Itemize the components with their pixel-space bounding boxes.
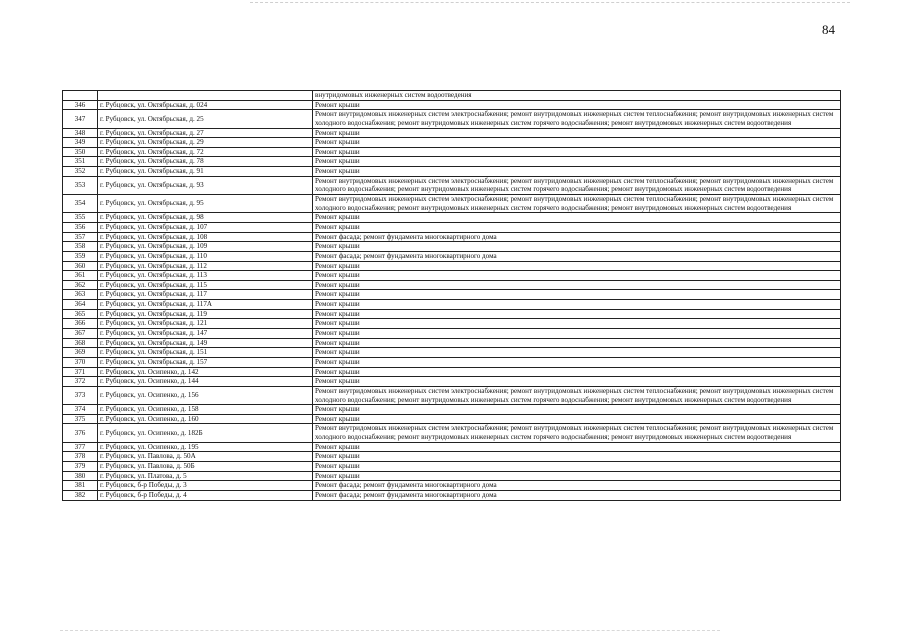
address-cell: г. Рубцовск, ул. Октябрьская, д. 149 bbox=[98, 338, 313, 348]
page-number: 84 bbox=[822, 22, 835, 37]
works-cell: Ремонт крыши bbox=[313, 461, 841, 471]
works-cell: Ремонт внутридомовых инженерных систем электроснабжения; ремонт внутридомовых инженерных систем теплоснабжения; ремонт внутридомовых инженерных систем холодного водоснабжения; ремонт внутридомовых инженерных систем горячего водоснабжения; ремонт внутридомовых инженерных систем водоотведения bbox=[313, 110, 841, 128]
table-row bbox=[63, 147, 841, 157]
works-cell: Ремонт крыши bbox=[313, 329, 841, 339]
works-cell: Ремонт крыши bbox=[313, 338, 841, 348]
address-cell: г. Рубцовск, ул. Октябрьская, д. 95 bbox=[98, 195, 313, 213]
table-row bbox=[63, 405, 841, 415]
row-number-cell: 347 bbox=[63, 110, 98, 128]
address-cell: г. Рубцовск, ул. Октябрьская, д. 151 bbox=[98, 348, 313, 358]
address-cell: г. Рубцовск, ул. Платова, д. 5 bbox=[98, 471, 313, 481]
row-number-cell: 354 bbox=[63, 195, 98, 213]
address-cell: г. Рубцовск, б-р Победы, д. 4 bbox=[98, 490, 313, 500]
table-row bbox=[63, 195, 841, 213]
row-number-cell: 363 bbox=[63, 290, 98, 300]
address-cell: г. Рубцовск, ул. Октябрьская, д. 98 bbox=[98, 213, 313, 223]
row-number-cell: 379 bbox=[63, 461, 98, 471]
works-cell: Ремонт крыши bbox=[313, 414, 841, 424]
table-row bbox=[63, 290, 841, 300]
row-number-cell: 348 bbox=[63, 128, 98, 138]
row-number-cell: 346 bbox=[63, 100, 98, 110]
row-number-cell: 380 bbox=[63, 471, 98, 481]
table-row bbox=[63, 157, 841, 167]
address-cell: г. Рубцовск, ул. Октябрьская, д. 72 bbox=[98, 147, 313, 157]
row-number-cell bbox=[63, 91, 98, 101]
works-cell: Ремонт фасада; ремонт фундамента многоквартирного дома bbox=[313, 481, 841, 491]
scan-edge-bottom bbox=[60, 630, 720, 631]
address-cell: г. Рубцовск, ул. Октябрьская, д. 110 bbox=[98, 251, 313, 261]
row-number-cell: 373 bbox=[63, 386, 98, 404]
table-row bbox=[63, 110, 841, 128]
table-row bbox=[63, 414, 841, 424]
address-cell: г. Рубцовск, ул. Павлова, д. 50Б bbox=[98, 461, 313, 471]
table-row bbox=[63, 271, 841, 281]
table-row bbox=[63, 442, 841, 452]
works-cell: Ремонт крыши bbox=[313, 128, 841, 138]
works-cell: Ремонт крыши bbox=[313, 290, 841, 300]
works-cell: Ремонт крыши bbox=[313, 242, 841, 252]
row-number-cell: 377 bbox=[63, 442, 98, 452]
row-number-cell: 372 bbox=[63, 377, 98, 387]
works-cell: Ремонт крыши bbox=[313, 100, 841, 110]
works-cell: Ремонт крыши bbox=[313, 377, 841, 387]
works-cell: Ремонт крыши bbox=[313, 280, 841, 290]
works-cell: внутридомовых инженерных систем водоотведения bbox=[313, 91, 841, 101]
row-number-cell: 382 bbox=[63, 490, 98, 500]
table-row bbox=[63, 232, 841, 242]
works-cell: Ремонт фасада; ремонт фундамента многоквартирного дома bbox=[313, 232, 841, 242]
address-cell: г. Рубцовск, ул. Октябрьская, д. 93 bbox=[98, 176, 313, 194]
address-cell: г. Рубцовск, ул. Октябрьская, д. 29 bbox=[98, 138, 313, 148]
works-cell: Ремонт внутридомовых инженерных систем электроснабжения; ремонт внутридомовых инженерных систем теплоснабжения; ремонт внутридомовых инженерных систем холодного водоснабжения; ремонт внутридомовых инженерных систем горячего водоснабжения; ремонт внутридомовых инженерных систем водоотведения bbox=[313, 424, 841, 442]
table-row bbox=[63, 300, 841, 310]
table-row bbox=[63, 319, 841, 329]
table-row bbox=[63, 100, 841, 110]
works-cell: Ремонт фасада; ремонт фундамента многоквартирного дома bbox=[313, 251, 841, 261]
repair-register-table bbox=[62, 90, 841, 501]
row-number-cell: 367 bbox=[63, 329, 98, 339]
table-row bbox=[63, 128, 841, 138]
scan-edge-top bbox=[250, 2, 850, 3]
row-number-cell: 381 bbox=[63, 481, 98, 491]
row-number-cell: 360 bbox=[63, 261, 98, 271]
works-cell: Ремонт внутридомовых инженерных систем электроснабжения; ремонт внутридомовых инженерных систем теплоснабжения; ремонт внутридомовых инженерных систем холодного водоснабжения; ремонт внутридомовых инженерных систем горячего водоснабжения; ремонт внутридомовых инженерных систем водоотведения bbox=[313, 176, 841, 194]
table-row bbox=[63, 386, 841, 404]
table-row bbox=[63, 490, 841, 500]
row-number-cell: 358 bbox=[63, 242, 98, 252]
table-row bbox=[63, 309, 841, 319]
works-cell: Ремонт крыши bbox=[313, 271, 841, 281]
works-cell: Ремонт крыши bbox=[313, 452, 841, 462]
address-cell: г. Рубцовск, ул. Октябрьская, д. 117А bbox=[98, 300, 313, 310]
works-cell: Ремонт крыши bbox=[313, 222, 841, 232]
works-cell: Ремонт крыши bbox=[313, 147, 841, 157]
row-number-cell: 376 bbox=[63, 424, 98, 442]
works-cell: Ремонт внутридомовых инженерных систем электроснабжения; ремонт внутридомовых инженерных систем теплоснабжения; ремонт внутридомовых инженерных систем холодного водоснабжения; ремонт внутридомовых инженерных систем горячего водоснабжения; ремонт внутридомовых инженерных систем водоотведения bbox=[313, 386, 841, 404]
row-number-cell: 362 bbox=[63, 280, 98, 290]
address-cell: г. Рубцовск, ул. Осипенко, д. 160 bbox=[98, 414, 313, 424]
address-cell: г. Рубцовск, ул. Октябрьская, д. 108 bbox=[98, 232, 313, 242]
row-number-cell: 369 bbox=[63, 348, 98, 358]
row-number-cell: 351 bbox=[63, 157, 98, 167]
address-cell: г. Рубцовск, ул. Осипенко, д. 156 bbox=[98, 386, 313, 404]
row-number-cell: 370 bbox=[63, 357, 98, 367]
works-cell: Ремонт крыши bbox=[313, 300, 841, 310]
address-cell: г. Рубцовск, ул. Павлова, д. 50А bbox=[98, 452, 313, 462]
row-number-cell: 349 bbox=[63, 138, 98, 148]
table-row bbox=[63, 242, 841, 252]
address-cell: г. Рубцовск, ул. Октябрьская, д. 113 bbox=[98, 271, 313, 281]
address-cell: г. Рубцовск, ул. Октябрьская, д. 109 bbox=[98, 242, 313, 252]
row-number-cell: 364 bbox=[63, 300, 98, 310]
table-row bbox=[63, 280, 841, 290]
works-cell: Ремонт крыши bbox=[313, 405, 841, 415]
row-number-cell: 365 bbox=[63, 309, 98, 319]
row-number-cell: 353 bbox=[63, 176, 98, 194]
address-cell: г. Рубцовск, ул. Октябрьская, д. 25 bbox=[98, 110, 313, 128]
works-cell: Ремонт крыши bbox=[313, 442, 841, 452]
address-cell: г. Рубцовск, ул. Октябрьская, д. 78 bbox=[98, 157, 313, 167]
table-row bbox=[63, 481, 841, 491]
row-number-cell: 350 bbox=[63, 147, 98, 157]
row-number-cell: 378 bbox=[63, 452, 98, 462]
row-number-cell: 352 bbox=[63, 167, 98, 177]
address-cell: г. Рубцовск, ул. Октябрьская, д. 147 bbox=[98, 329, 313, 339]
address-cell: г. Рубцовск, ул. Октябрьская, д. 119 bbox=[98, 309, 313, 319]
address-cell: г. Рубцовск, ул. Октябрьская, д. 112 bbox=[98, 261, 313, 271]
address-cell: г. Рубцовск, ул. Октябрьская, д. 115 bbox=[98, 280, 313, 290]
address-cell: г. Рубцовск, б-р Победы, д. 3 bbox=[98, 481, 313, 491]
row-number-cell: 355 bbox=[63, 213, 98, 223]
table-row-continuation bbox=[63, 91, 841, 101]
works-cell: Ремонт крыши bbox=[313, 213, 841, 223]
row-number-cell: 368 bbox=[63, 338, 98, 348]
table-row bbox=[63, 329, 841, 339]
works-cell: Ремонт крыши bbox=[313, 309, 841, 319]
row-number-cell: 361 bbox=[63, 271, 98, 281]
works-cell: Ремонт крыши bbox=[313, 348, 841, 358]
works-cell: Ремонт крыши bbox=[313, 357, 841, 367]
table-row bbox=[63, 471, 841, 481]
address-cell bbox=[98, 91, 313, 101]
row-number-cell: 359 bbox=[63, 251, 98, 261]
table-row bbox=[63, 461, 841, 471]
row-number-cell: 366 bbox=[63, 319, 98, 329]
address-cell: г. Рубцовск, ул. Осипенко, д. 142 bbox=[98, 367, 313, 377]
address-cell: г. Рубцовск, ул. Октябрьская, д. 107 bbox=[98, 222, 313, 232]
works-cell: Ремонт крыши bbox=[313, 157, 841, 167]
address-cell: г. Рубцовск, ул. Октябрьская, д. 024 bbox=[98, 100, 313, 110]
table-row bbox=[63, 348, 841, 358]
table-row bbox=[63, 424, 841, 442]
works-cell: Ремонт крыши bbox=[313, 319, 841, 329]
table-body bbox=[63, 91, 841, 501]
table-row bbox=[63, 167, 841, 177]
table-row bbox=[63, 261, 841, 271]
address-cell: г. Рубцовск, ул. Октябрьская, д. 121 bbox=[98, 319, 313, 329]
table-row bbox=[63, 251, 841, 261]
row-number-cell: 356 bbox=[63, 222, 98, 232]
row-number-cell: 375 bbox=[63, 414, 98, 424]
works-cell: Ремонт фасада; ремонт фундамента многоквартирного дома bbox=[313, 490, 841, 500]
address-cell: г. Рубцовск, ул. Октябрьская, д. 27 bbox=[98, 128, 313, 138]
address-cell: г. Рубцовск, ул. Осипенко, д. 195 bbox=[98, 442, 313, 452]
table-row bbox=[63, 213, 841, 223]
works-cell: Ремонт внутридомовых инженерных систем электроснабжения; ремонт внутридомовых инженерных систем теплоснабжения; ремонт внутридомовых инженерных систем холодного водоснабжения; ремонт внутридомовых инженерных систем горячего водоснабжения; ремонт внутридомовых инженерных систем водоотведения bbox=[313, 195, 841, 213]
works-cell: Ремонт крыши bbox=[313, 138, 841, 148]
address-cell: г. Рубцовск, ул. Осипенко, д. 144 bbox=[98, 377, 313, 387]
address-cell: г. Рубцовск, ул. Октябрьская, д. 117 bbox=[98, 290, 313, 300]
works-cell: Ремонт крыши bbox=[313, 367, 841, 377]
works-cell: Ремонт крыши bbox=[313, 167, 841, 177]
row-number-cell: 374 bbox=[63, 405, 98, 415]
table-row bbox=[63, 367, 841, 377]
table-row bbox=[63, 338, 841, 348]
table-row bbox=[63, 452, 841, 462]
row-number-cell: 357 bbox=[63, 232, 98, 242]
address-cell: г. Рубцовск, ул. Осипенко, д. 182Б bbox=[98, 424, 313, 442]
works-cell: Ремонт крыши bbox=[313, 471, 841, 481]
address-cell: г. Рубцовск, ул. Октябрьская, д. 157 bbox=[98, 357, 313, 367]
table-row bbox=[63, 176, 841, 194]
row-number-cell: 371 bbox=[63, 367, 98, 377]
table-row bbox=[63, 222, 841, 232]
table-row bbox=[63, 138, 841, 148]
address-cell: г. Рубцовск, ул. Осипенко, д. 158 bbox=[98, 405, 313, 415]
table-row bbox=[63, 377, 841, 387]
address-cell: г. Рубцовск, ул. Октябрьская, д. 91 bbox=[98, 167, 313, 177]
works-cell: Ремонт крыши bbox=[313, 261, 841, 271]
table-row bbox=[63, 357, 841, 367]
